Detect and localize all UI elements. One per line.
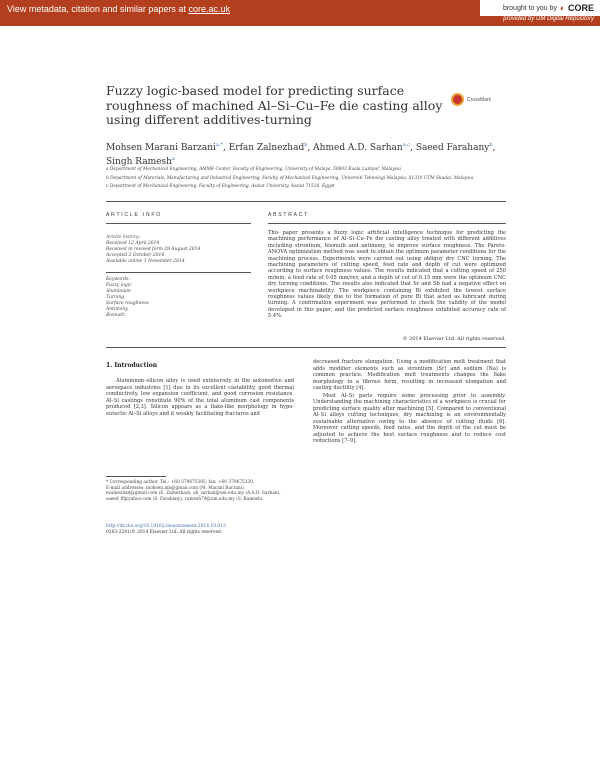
doi-link[interactable]: http://dx.doi.org/10.1016/j.measurement.2014.10.013: [106, 524, 226, 529]
intro-paragraph: Aluminium–silicon alloy is used extensively in the automotive and aerospace industries [1] due to its excellent castability, good thermal conductivity, low expansion coefficient, and good corrosion resistance. Al–Si castings constitute 90% of the total aluminum cast components produced [2,3]. Silicon appears as a flake-like morphology in hypo-eutectic Al–Si alloys and it weakly facilitating fractures and: [106, 378, 294, 417]
abstract-heading: ABSTRACT: [268, 212, 310, 218]
keyword-item: Fuzzy logic: [106, 283, 132, 288]
affiliation-item: b Department of Materials, Manufacturing and Industrial Engineering, Faculty of Mechanical Engineering, Universiti Teknologi Malaysia, 81310 UTM Skudai, Malaysia: [106, 175, 474, 181]
online-date: Available online 1 November 2014: [106, 259, 185, 264]
intro-right-column: [313, 359, 506, 446]
core-brought-by: [480, 0, 600, 16]
author-affil-sup: b: [489, 142, 493, 148]
intro-paragraph: Most Al–Si parts require some processing prior to assembly. Understanding the machining characteristics of a workpiece is crucial for predicting surface quality after machining [5]. Compared to conventional Al–Si alloys cutting techniques, dry machining is an environmentally sustainable alternative owing to the absence of cutting fluids [6]. Moreover cutting speeds, feed rates, and the depth of the cut must be adjusted to achieve the best surface roughness and to reduce cost reductions [7–9].: [313, 392, 506, 444]
author-name[interactable]: Erfan Zalnezhad: [228, 143, 305, 153]
article-history-label: Article history:: [106, 235, 141, 240]
author-name[interactable]: Ahmed A.D. Sarhan: [313, 143, 403, 153]
header-divider: [106, 201, 506, 202]
keyword-item: Aluminium: [106, 289, 131, 294]
author-name[interactable]: Singh Ramesh: [106, 157, 172, 167]
footnote-divider: [106, 476, 166, 477]
core-link[interactable]: core.ac.uk: [188, 4, 230, 14]
keywords: [106, 277, 251, 319]
issn-line: 0263-2241/© 2014 Elsevier Ltd. All rights reserved.: [106, 530, 223, 535]
crossmark-label: CrossMark: [467, 96, 492, 103]
article-info-heading: ARTICLE INFO: [106, 212, 162, 218]
intro-paragraph: decreased fracture elongation. Using a modification melt treatment that adds modifier elements such as strontium (Sr) and sodium (Na) is common practice. Modification melt treatments changes the flake morphology to a fibrous form, resulting in increased elongation and casting ductility [4].: [313, 359, 506, 391]
corresponding-author-note: * Corresponding author. Tel.: +60 379675385; fax: +60 379675330.: [106, 480, 255, 485]
affiliation-item: a Department of Mechanical Engineering, AMME Center, Faculty of Engineering, University of Malaya, 50603 Kuala Lumpur, Malaysia: [106, 167, 401, 172]
accepted-date: Accepted 2 October 2014: [106, 253, 165, 258]
author-affil-sup: b: [304, 142, 308, 148]
doi-block: [106, 524, 306, 536]
crossmark-button[interactable]: [451, 93, 491, 106]
article-info-divider: [106, 223, 251, 224]
keyword-item: Bismuth: [106, 313, 125, 318]
abstract-copyright: © 2014 Elsevier Ltd. All rights reserved.: [402, 336, 506, 342]
paper-title: Fuzzy logic-based model for predicting surface roughness of machined Al–Si–Cu–Fe die casting alloy using different additives-turning: [106, 83, 443, 127]
received-date: Received 12 April 2014: [106, 241, 160, 246]
view-metadata-text: View metadata, citation and similar papers at: [7, 4, 186, 14]
keywords-divider: [106, 272, 251, 273]
section-heading-introduction: 1. Introduction: [106, 362, 158, 369]
revised-date: Received in revised form 28 August 2014: [106, 247, 201, 252]
affiliation-item: c Department of Mechanical Engineering, Faculty of Engineering, Assiut University, Assiut 71516, Egypt: [106, 184, 335, 189]
keywords-label: Keywords:: [106, 277, 130, 282]
author-affil-sup: a,c: [402, 142, 411, 148]
core-banner: [0, 0, 600, 26]
keyword-item: Antimony: [106, 307, 128, 312]
article-history: [106, 235, 251, 265]
brought-by-text: brought to you by: [502, 4, 558, 12]
footnotes: [106, 480, 294, 502]
author-name[interactable]: Mohsen Marani Barzani: [106, 143, 216, 153]
affiliations: [106, 167, 506, 193]
abstract-text: This paper presents a fuzzy logic artificial intelligence technique for predicting the machining performance of Al–Si–Cu–Fe die casting alloy treated with different additives including strontium, bismuth and antimony, to improve surface roughness. The Pareto-ANOVA optimization method was used to obtain the optimum parameter conditions for the machining process. Experiments were carried out using obliquy dry CNC turning. The machining parameters of cutting speed, feed rate and depth of cut were optimized according to surface roughness values. The results indicated that a cutting speed of 250 m/min, a feed rate of 0.05 mm/rev, and a depth of cut of 0.15 mm were the optimum CNC dry turning conditions. The results also indicated that Sr and Sb had a negative effect on workpiece machinability. The workpiece containing Bi exhibited the lowest surface roughness values likely due to the formation of pure Bi that acted as lubricant during turning. A confirmation experiment was performed to check the validity of the model developed in this paper, and the predicted surface roughness exhibited accuracy rate of 5.4%.: [268, 230, 506, 320]
author-affil-sup: a: [171, 156, 175, 162]
author-affil-sup: a,*: [215, 142, 223, 148]
author-list: Mohsen Marani Barzani$^{a,*}$, Erfan Zalnezhad$^b$, Ahmed A.D. Sarhan$^{a,c}$, Saeed Farahany$^b$, Singh Ramesh$^a$: [106, 142, 496, 167]
intro-left-column: [106, 378, 294, 418]
core-provider: provided by UM Digital Repository: [503, 16, 594, 22]
core-logo-text: CORE: [567, 3, 594, 13]
abstract-end-divider: [106, 347, 506, 348]
crossmark-icon: [451, 93, 464, 106]
core-logo[interactable]: [560, 3, 594, 13]
core-view-metadata: [7, 4, 230, 14]
keyword-item: Surface roughness: [106, 301, 149, 306]
author-name[interactable]: Saeed Farahany: [415, 143, 490, 153]
abstract-divider: [268, 223, 506, 224]
keyword-item: Turning: [106, 295, 125, 300]
core-logo-icon: ◐: [560, 3, 566, 13]
email-addresses-note: E-mail addresses: mohsen.mb@gmail.com (M. Marani Barzani), ezalnezhad@gmail.com (E. Zalnezhad), ah_sarhan@um.edu.my (A.A.D. Sarhan), saeed_ff@yahoo.com (S. Farahany), ramesh79@um.edu.my (S. Ramesh).: [106, 485, 281, 502]
